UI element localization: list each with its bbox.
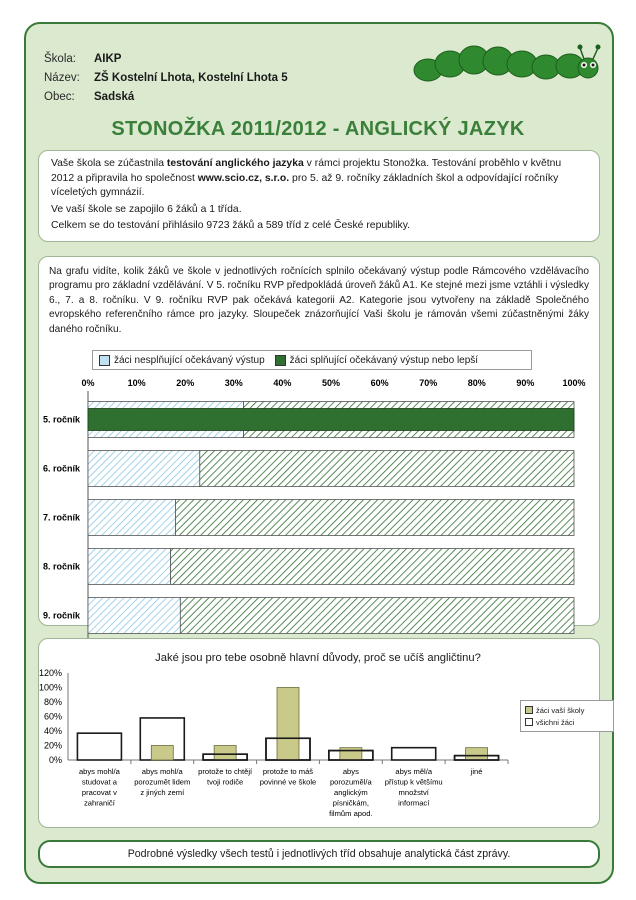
legend2-swatch-all <box>525 718 533 726</box>
legend2-label-school: žáci vaší školy <box>536 705 585 715</box>
x-tick-label: 40% <box>273 378 292 388</box>
caterpillar-logo <box>408 34 608 89</box>
page-title: STONOŽKA 2011/2012 - ANGLICKÝ JAZYK <box>111 118 525 140</box>
category-label: 7. ročník <box>42 512 80 523</box>
intro-text: Vaše škola se zúčastnila <box>51 158 167 169</box>
legend2-label-all: všichni žáci <box>536 717 575 727</box>
skola-value: AIKP <box>94 53 122 65</box>
x-tick-label: 50% <box>321 378 341 388</box>
category-label: protože to chtějí tvoji rodiče <box>198 767 253 787</box>
reasons-legend <box>520 700 614 732</box>
reasons-question: Jaké jsou pro tebe osobně hlavní důvody, proč se učíš angličtinu? <box>155 652 481 664</box>
x-tick-label: 0% <box>81 378 95 388</box>
intro-website: www.scio.cz, s.r.o. <box>197 172 290 184</box>
x-tick-label: 30% <box>224 378 243 388</box>
category-label: jiné <box>470 767 483 776</box>
intro-paragraph-3: Celkem se do testování přihlásilo 9723 žáků a 589 tříd z celé České republiky. <box>51 220 411 231</box>
intro-text: v rámci projektu Stonožka. Testování proběhlo v květnu 2012 a připravila ho společnost <box>51 158 562 184</box>
intro-text: pro 5. až 9. ročníky základních škol a odpovídající ročníky víceletých gymnázií. <box>51 172 559 198</box>
school-info <box>44 50 288 107</box>
skola-label: Škola: <box>44 53 76 65</box>
grade-chart-box <box>38 256 600 626</box>
y-tick-label: 0% <box>48 755 62 765</box>
x-tick-label: 20% <box>176 378 195 388</box>
legend-label-not-met: žáci nesplňující očekávaný výstup <box>114 354 265 366</box>
obec-value: Sadská <box>94 91 135 103</box>
x-tick-label: 10% <box>127 378 146 388</box>
y-tick-label: 100% <box>38 682 62 693</box>
intro-bold: testování anglického jazyka <box>166 158 304 169</box>
obec-label: Obec: <box>44 91 75 103</box>
legend-swatch-not-met <box>99 355 110 366</box>
legend2-swatch-school <box>525 706 533 714</box>
y-tick-label: 120% <box>38 668 62 678</box>
category-label: 5. ročník <box>42 414 80 425</box>
category-label: 8. ročník <box>42 561 80 572</box>
intro-paragraph-1 <box>51 157 587 201</box>
y-tick-label: 80% <box>43 697 62 707</box>
x-tick-label: 70% <box>419 378 438 388</box>
y-tick-label: 40% <box>43 726 62 736</box>
category-label: abys porozuměl/a anglickým písničkám, filmům apod. <box>329 767 373 818</box>
legend-label-met: žáci splňující očekávaný výstup nebo lepší <box>289 354 479 366</box>
intro-box <box>38 150 600 242</box>
y-tick-label: 20% <box>43 740 62 751</box>
nazev-label: Název: <box>44 72 80 84</box>
category-label: abys mohl/a studovat a pracovat v zahraničí <box>78 767 120 808</box>
chart-description: Na grafu vidíte, kolik žáků ve škole v jednotlivých ročnících splnilo očekávaný výstup podle Rámcového vzdělávacího programu pro základní vzdělávání. V 5. ročníku RVP předpokládá úroveň žáků A1. Ke stejné mezi jsme vztáhli i výsledky 6., 7. a 8. ročníku. V 9. ročníku RVP pak očekává kategorii A2. Kategorie jsou vytvořeny na základě Společného evropského referenčního rámce pro jazyky. Sloupeček znázorňující Vaši školu je rámován všemi zúčastněnými žáky daného ročníku. <box>49 266 589 335</box>
footer-note: Podrobné výsledky všech testů i jednotlivých tříd obsahuje analytická část zprávy. <box>38 840 600 868</box>
x-tick-label: 100% <box>562 378 586 388</box>
category-label: abys měl/a přístup k většímu množství informací <box>384 767 443 808</box>
category-label: abys mohl/a porozumět lidem z jiných zemí <box>134 767 191 797</box>
reasons-box <box>38 638 600 828</box>
category-label: 6. ročník <box>42 463 80 474</box>
grade-chart-legend <box>92 350 532 370</box>
category-label: protože to máš povinné ve škole <box>259 767 317 787</box>
x-tick-label: 80% <box>467 378 486 388</box>
x-tick-label: 90% <box>516 378 535 388</box>
category-label: 9. ročník <box>42 610 80 621</box>
nazev-value: ZŠ Kostelní Lhota, Kostelní Lhota 5 <box>94 72 288 84</box>
intro-paragraph-2: Ve vaší škole se zapojilo 6 žáků a 1 třída. <box>51 203 242 215</box>
legend-swatch-met <box>275 355 286 366</box>
y-tick-label: 60% <box>43 711 62 722</box>
x-tick-label: 60% <box>370 378 389 388</box>
